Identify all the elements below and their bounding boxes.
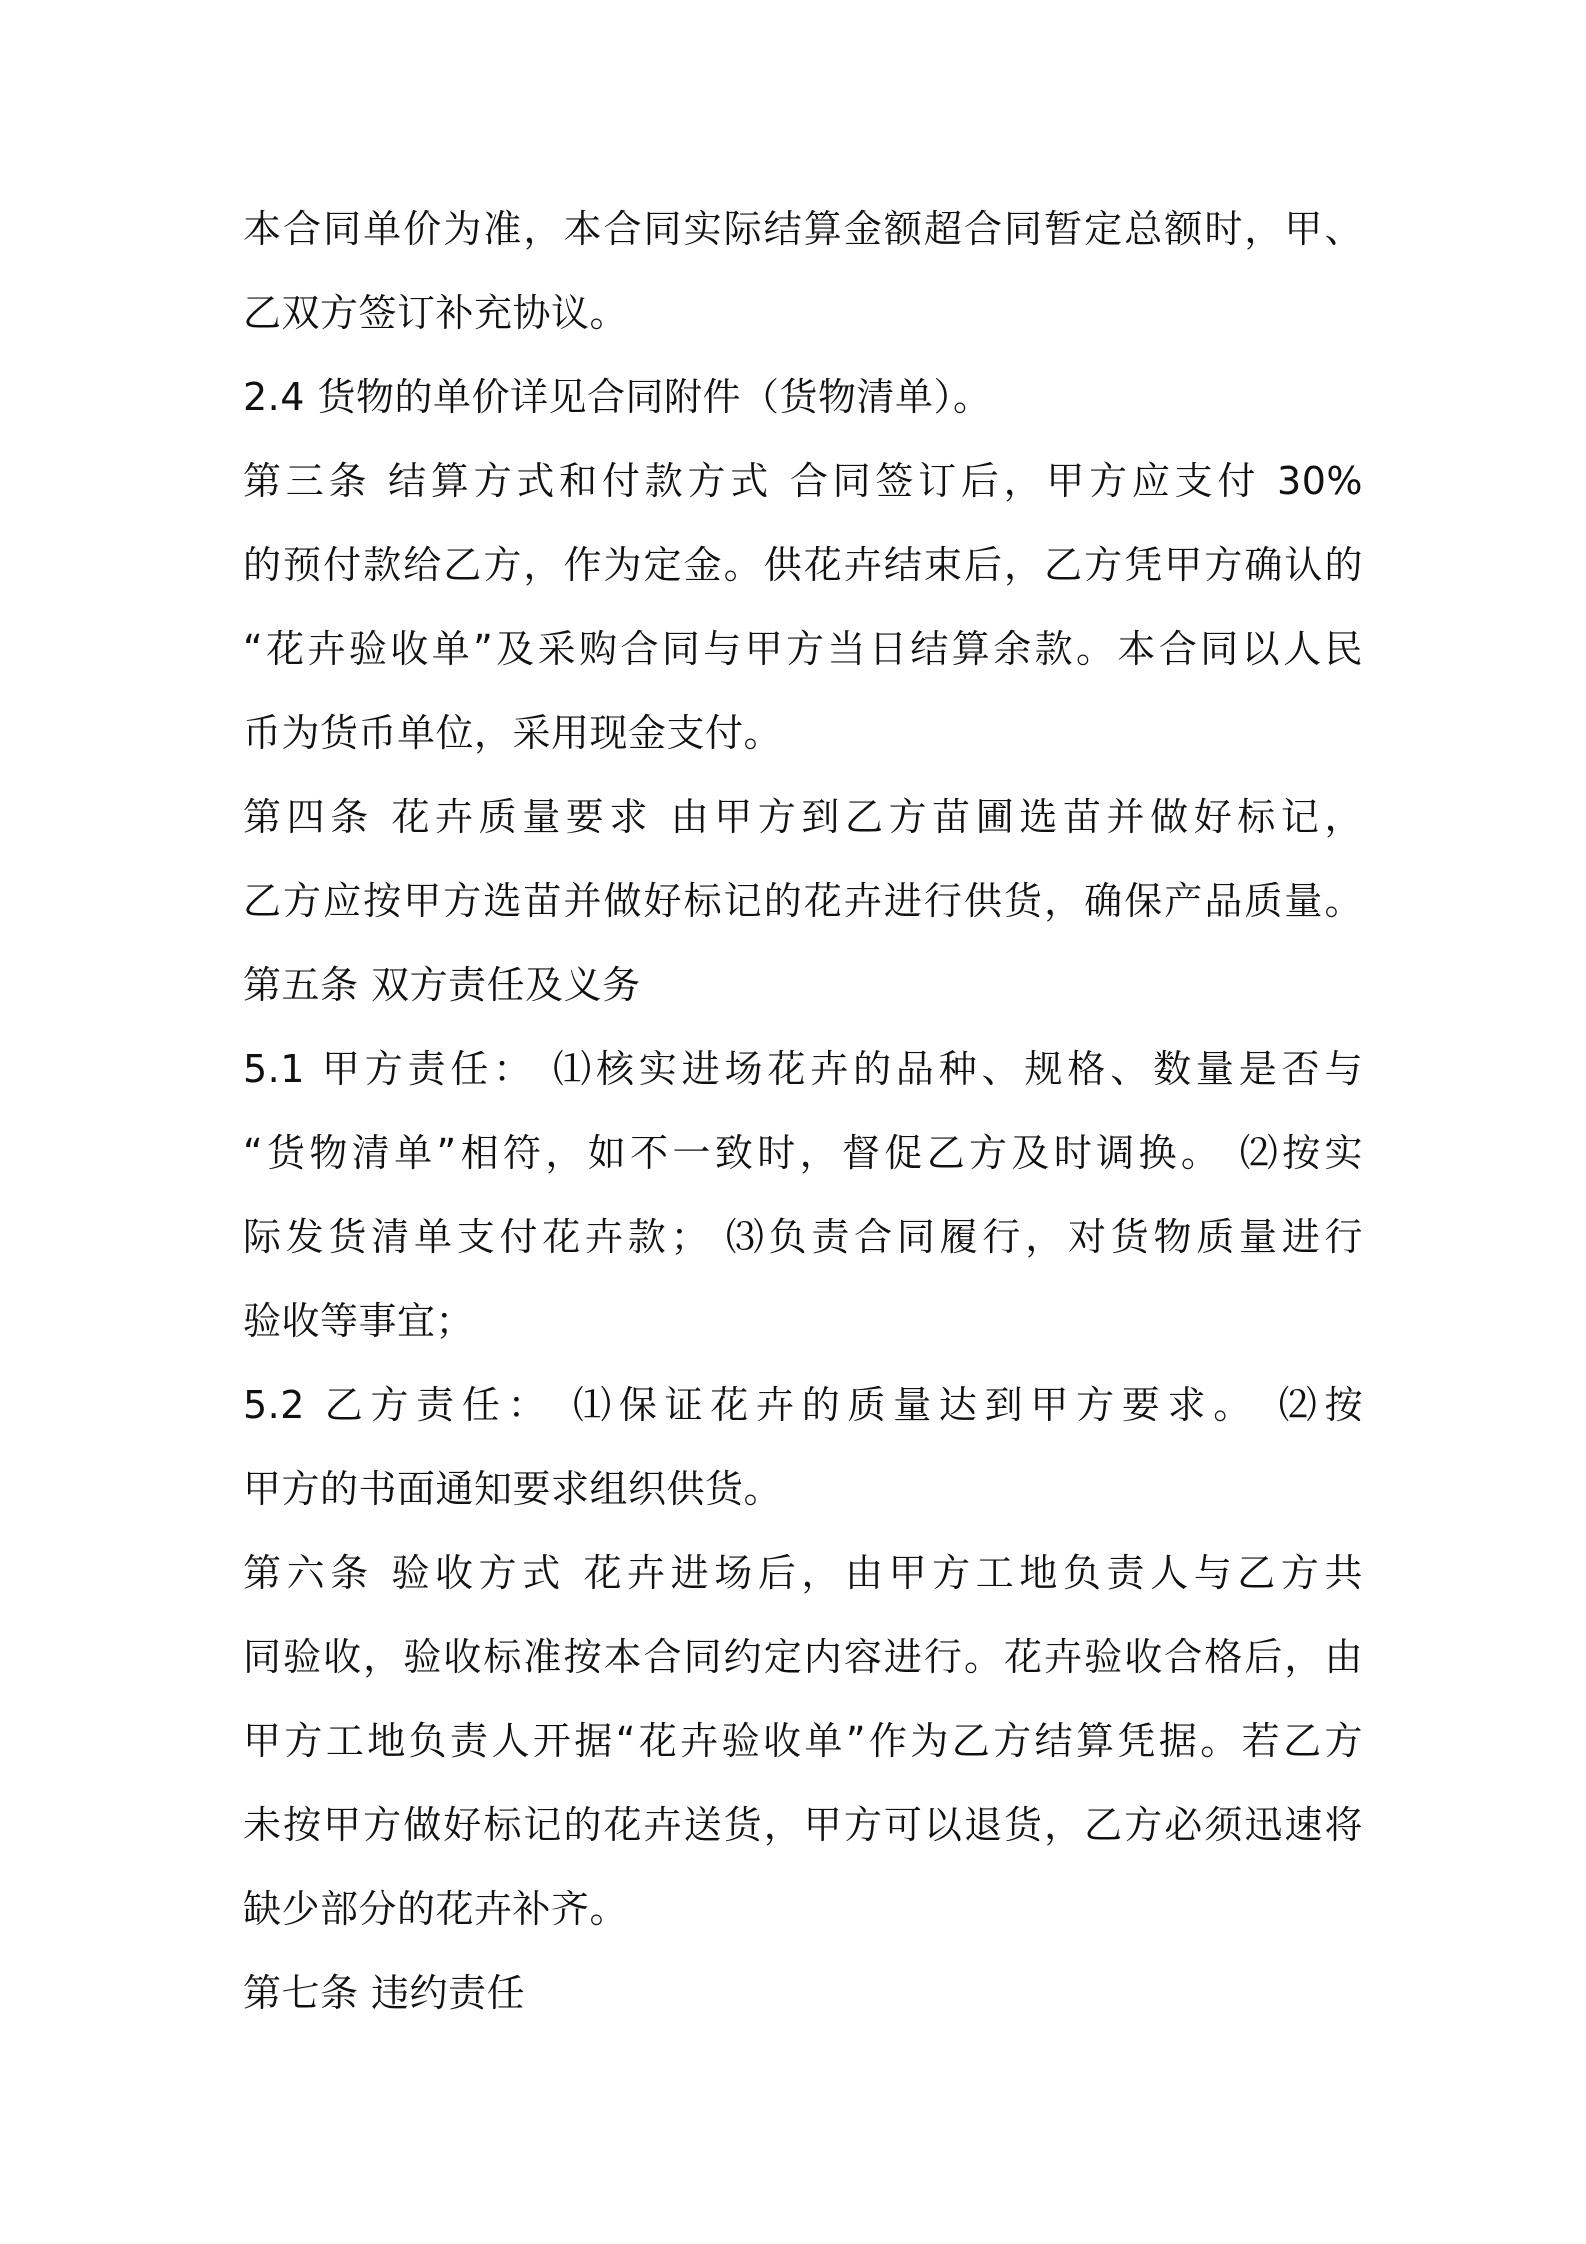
text-line: 甲方的书面通知要求组织供货。 xyxy=(243,1467,783,1511)
text-line: “货物清单”相符，如不一致时，督促乙方及时调换。 ⑵按实 xyxy=(243,1131,1363,1175)
text-line: 验收等事宜； xyxy=(243,1299,475,1343)
text-line: 第三条 结算方式和付款方式 合同签订后，甲方应支付 30% xyxy=(243,459,1363,503)
text-line: 际发货清单支付花卉款； ⑶负责合同履行，对货物质量进行 xyxy=(243,1215,1363,1259)
text-line: 2.4 货物的单价详见合同附件（货物清单）。 xyxy=(243,375,992,419)
text-line: “花卉验收单”及采购合同与甲方当日结算余款。本合同以人民 xyxy=(243,627,1363,671)
text-line: 同验收，验收标准按本合同约定内容进行。花卉验收合格后，由 xyxy=(243,1635,1363,1679)
text-line: 第四条 花卉质量要求 由甲方到乙方苗圃选苗并做好标记， xyxy=(243,795,1363,839)
text-line: 未按甲方做好标记的花卉送货，甲方可以退货，乙方必须迅速将 xyxy=(243,1803,1363,1847)
text-line: 乙双方签订补充协议。 xyxy=(243,291,629,335)
text-line: 乙方应按甲方选苗并做好标记的花卉进行供货，确保产品质量。 xyxy=(243,879,1363,923)
text-line: 第六条 验收方式 花卉进场后，由甲方工地负责人与乙方共 xyxy=(243,1551,1363,1595)
text-line: 的预付款给乙方，作为定金。供花卉结束后，乙方凭甲方确认的 xyxy=(243,543,1363,587)
text-line: 本合同单价为准，本合同实际结算金额超合同暂定总额时，甲、 xyxy=(243,207,1363,251)
text-line: 币为货币单位，采用现金支付。 xyxy=(243,711,783,755)
text-line: 甲方工地负责人开据“花卉验收单”作为乙方结算凭据。若乙方 xyxy=(243,1719,1363,1763)
section-heading: 第五条 双方责任及义务 xyxy=(243,963,641,1007)
text-line: 5.2 乙方责任： ⑴保证花卉的质量达到甲方要求。 ⑵按 xyxy=(243,1383,1363,1427)
text-line: 5.1 甲方责任： ⑴核实进场花卉的品种、规格、数量是否与 xyxy=(243,1047,1363,1091)
text-line: 缺少部分的花卉补齐。 xyxy=(243,1887,629,1931)
section-heading: 第七条 违约责任 xyxy=(243,1971,526,2015)
